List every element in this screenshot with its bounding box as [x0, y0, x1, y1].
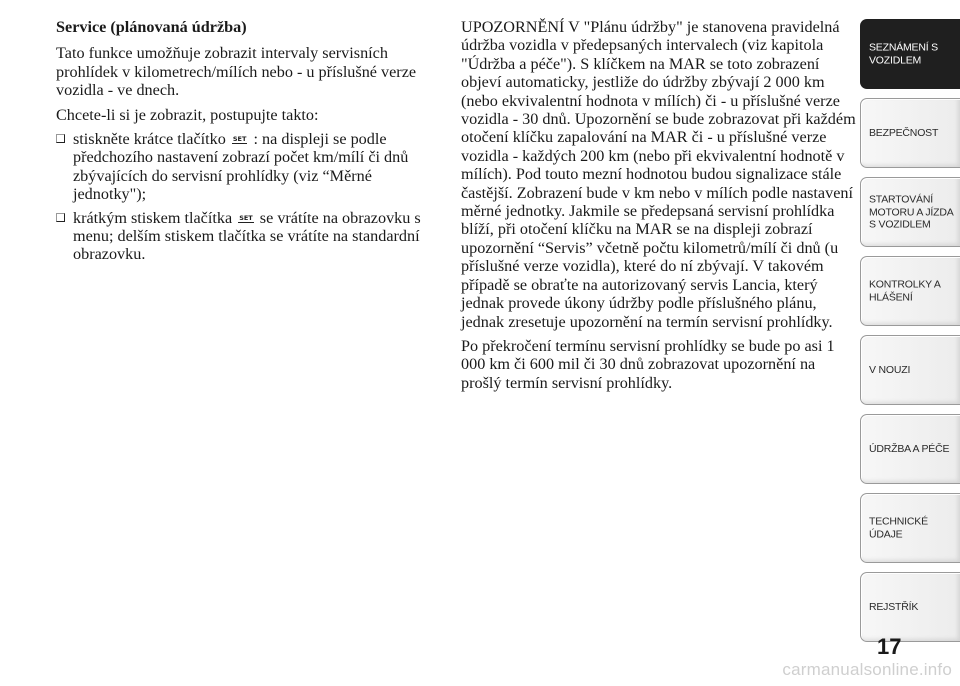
tab-startovani[interactable] [860, 177, 960, 247]
tab-label: KONTROLKY A HLÁŠENÍ [869, 278, 941, 303]
tab-label: ÚDRŽBA A PÉČE [869, 442, 950, 455]
left-column [56, 18, 442, 269]
warning-paragraph: UPOZORNĚNÍ V "Plánu údržby" je stanovena pravidelná údržba vozidla v předepsaných intervalech (viz kapitola "Údržba a péče"). S klíčkem na MAR se toto zobrazení objeví automaticky, jestliže do údržby zbývají 2 000 km (nebo ekvivalentní hodnota v mílích) či - u příslušné verze vozidla - 30 dnů. Upozornění se bude zobrazovat při každém otočení klíčku zapalování na MAR či - u příslušné verze vozidla - každých 200 km (nebo při ekvivalentní hodnotě v mílích). Pod touto mezní hodnotou budou signalizace stále častější. Zobrazení bude v km nebo v mílích podle nastavení měrné jednotky. Jakmile se předepsaná servisní prohlídka blíží, při otočení klíčku na MAR se na displeji zobrazí upozornění “Servis” včetně počtu kilometrů/mílí či dnů (u příslušné verze vozidla), které do ní zbývají. V takovém případě se obraťte na autorizovaný servis Lancia, který jednak provede úkony údržby podle příslušného plánu, jednak zresetuje upozornění na termín servisní prohlídky. [461, 18, 856, 331]
tab-technicke-udaje[interactable] [860, 493, 960, 563]
intro-paragraph: Tato funkce umožňuje zobrazit intervaly servisních prohlídek v kilometrech/mílích nebo - u příslušné verze vozidla - ve dnech. [56, 44, 417, 100]
overdue-paragraph: Po překročení termínu servisní prohlídky se bude po asi 1 000 km či 600 mil či 30 dnů zobrazovat upozornění na prošlý termín servisní prohlídky. [461, 336, 835, 392]
tab-v-nouzi[interactable] [860, 335, 960, 405]
tab-label: REJSTŘÍK [869, 600, 919, 613]
bullet-1-text-before: stiskněte krátce tlačítko [73, 130, 226, 149]
tab-label: STARTOVÁNÍ MOTORU A JÍZDA S VOZIDLEM [869, 193, 954, 231]
bullet-2-text-before: krátkým stiskem tlačítka [73, 208, 233, 227]
instruction-paragraph: Chcete-li si je zobrazit, postupujte takto: [56, 105, 319, 124]
watermark: carmanualsonline.info [782, 660, 952, 679]
bullet-1-text-after: : na displeji se podle předchozího nastavení zobrazí počet km/mílí či dnů zbývajících do servisní prohlídky (viz “Měrné jednotky"); [73, 130, 409, 204]
right-column [461, 18, 856, 398]
tab-bezpecnost[interactable] [860, 98, 960, 168]
tab-label: V NOUZI [869, 363, 911, 376]
tab-udrzba[interactable] [860, 414, 960, 484]
bullet-2-text-after: se vrátíte na obrazovku s menu; delším stiskem tlačítka se vrátíte na standardní obrazovku. [73, 208, 421, 264]
checkbox-bullet-icon [56, 134, 65, 143]
checkbox-bullet-icon [56, 213, 65, 222]
page-number: 17 [877, 634, 902, 659]
bullet-item-2 [56, 209, 442, 264]
tab-seznameni-s-vozidlem[interactable] [860, 19, 960, 89]
tab-label: SEZNÁMENÍ S VOZIDLEM [869, 41, 938, 66]
chapter-tabs [860, 19, 960, 651]
section-heading: Service (plánovaná údržba) [56, 18, 247, 36]
bullet-item-1 [56, 130, 442, 204]
tab-label: BEZPEČNOST [869, 126, 939, 139]
tab-rejstrik[interactable] [860, 572, 960, 642]
tab-label: TECHNICKÉ ÚDAJE [869, 515, 928, 540]
set-button-icon: SET [232, 135, 247, 144]
tab-kontrolky[interactable] [860, 256, 960, 326]
set-button-icon: SET [239, 213, 253, 222]
